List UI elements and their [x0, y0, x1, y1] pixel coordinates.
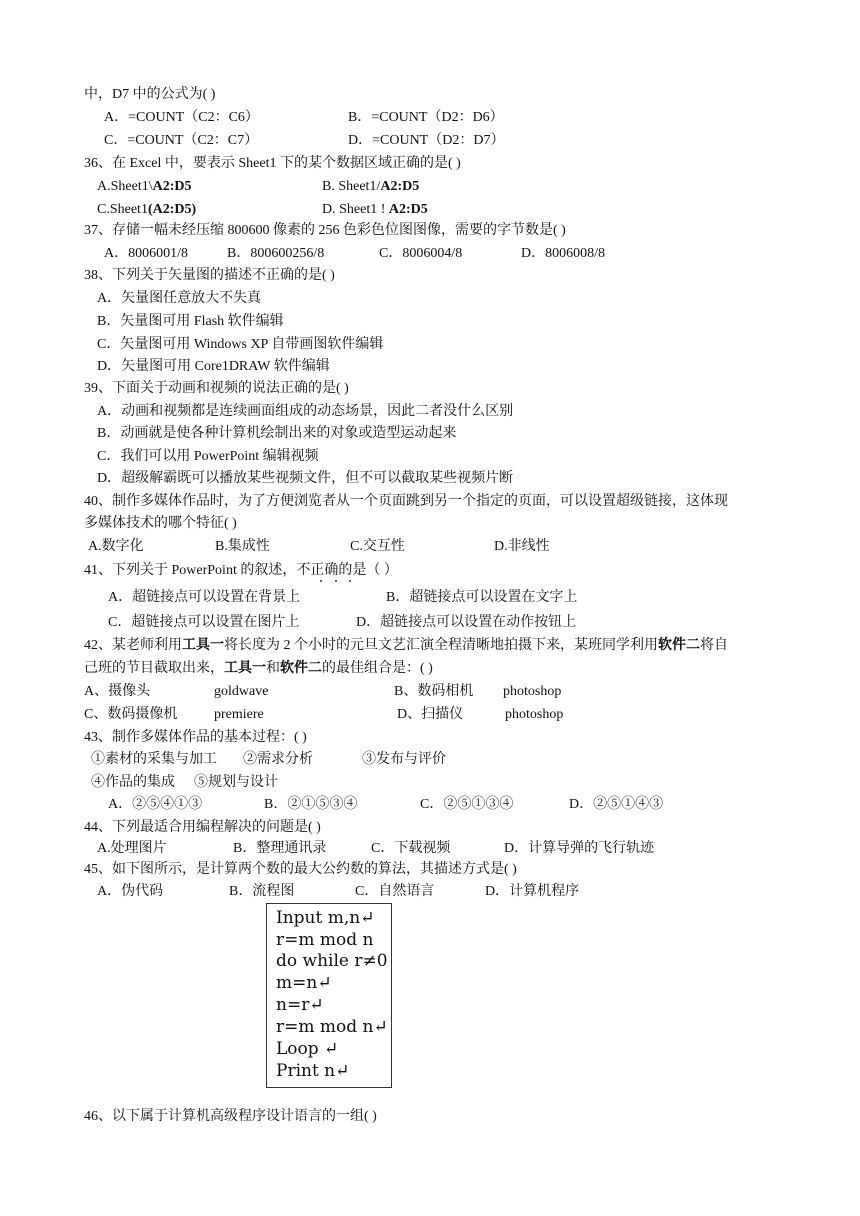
option-c: C．②⑤①③④ — [420, 797, 514, 812]
option-c: C．下载视频 — [371, 841, 451, 856]
option-c: C．我们可以用 PowerPoint 编辑视频 — [97, 449, 319, 464]
question-37-stem: 37、存储一幅未经压缩 800600 像素的 256 色彩色位图图像，需要的字节数是( ) — [84, 223, 566, 238]
option-a: A.处理图片 — [97, 841, 167, 856]
option-c: C.交互性 — [350, 539, 405, 554]
option-d: D．超级解霸既可以播放某些视频文件，但不可以截取某些视频片断 — [97, 471, 514, 486]
option-d: D．超链接点可以设置在动作按钮上 — [356, 615, 577, 630]
question-46-stem: 46、以下属于计算机高级程序设计语言的一组( ) — [84, 1109, 377, 1124]
question-43-stem: 43、制作多媒体作品的基本过程：( ) — [84, 730, 307, 745]
step-3: ③发布与评价 — [362, 752, 446, 767]
option-a: A.Sheet1\A2:D5 — [97, 179, 192, 194]
option-b: B.集成性 — [215, 539, 270, 554]
option-c: C．8006004/8 — [379, 246, 463, 261]
option-d: D．计算导弹的飞行轨迹 — [504, 841, 655, 856]
code-line: r=m mod n — [276, 930, 374, 950]
option-b: B．800600256/8 — [227, 246, 325, 261]
option-a: A.数字化 — [88, 539, 144, 554]
option-a: A．超链接点可以设置在背景上 — [108, 590, 301, 605]
option-d: D．计算机程序 — [485, 884, 580, 899]
code-line: Loop ↵ — [276, 1039, 339, 1059]
emphasis-dot — [320, 580, 322, 582]
option-d: D．8006008/8 — [521, 246, 605, 261]
option-c-label: C、数码摄像机 — [84, 707, 178, 722]
option-c: C．矢量图可用 Windows XP 自带画图软件编辑 — [97, 337, 384, 352]
option-c: C．超链接点可以设置在图片上 — [108, 615, 300, 630]
option-a: A．伪代码 — [97, 884, 164, 899]
option-b: B. Sheet1/A2:D5 — [322, 179, 420, 194]
question-41-stem: 41、下列关于 PowerPoint 的叙述，不正确的是（ ） — [84, 563, 398, 578]
question-45-stem: 45、如下图所示，是计算两个数的最大公约数的算法，其描述方式是( ) — [84, 862, 517, 877]
code-line: r=m mod n↵ — [276, 1017, 388, 1037]
step-1: ①素材的采集与加工 — [91, 752, 217, 767]
question-36-stem: 36、在 Excel 中，要表示 Sheet1 下的某个数据区域正确的是( ) — [84, 156, 461, 171]
code-line: do while r≠0 — [276, 951, 388, 971]
option-b: B．动画就是使各种计算机绘制出来的对象或造型运动起来 — [97, 426, 457, 441]
question-44-stem: 44、下列最适合用编程解决的问题是( ) — [84, 820, 321, 835]
option-d-software: photoshop — [505, 707, 564, 722]
option-a: A．8006001/8 — [104, 246, 188, 261]
code-line: n=r↵ — [276, 995, 324, 1015]
option-c: C．自然语言 — [355, 884, 435, 899]
question-40-stem-line2: 多媒体技术的哪个特征( ) — [84, 516, 237, 531]
pseudocode-figure — [266, 903, 392, 1088]
question-39-stem: 39、下面关于动画和视频的说法正确的是( ) — [84, 381, 349, 396]
step-2: ②需求分析 — [243, 752, 313, 767]
option-d: D.非线性 — [494, 539, 550, 554]
option-b: B．超链接点可以设置在文字上 — [386, 590, 578, 605]
code-line: m=n↵ — [276, 973, 332, 993]
question-35-tail: 中，D7 中的公式为( ) — [84, 87, 216, 102]
option-b: B．整理通讯录 — [233, 841, 327, 856]
option-c-software: premiere — [214, 707, 264, 722]
question-38-stem: 38、下列关于矢量图的描述不正确的是( ) — [84, 268, 335, 283]
option-a-software: goldwave — [214, 684, 269, 699]
option-b-label: B、数码相机 — [394, 684, 474, 699]
option-d-label: D、扫描仪 — [397, 707, 464, 722]
option-d: D．矢量图可用 Core1DRAW 软件编辑 — [97, 359, 330, 374]
option-a: A．=COUNT（C2：C6） — [104, 110, 259, 125]
option-b: B．矢量图可用 Flash 软件编辑 — [97, 314, 284, 329]
option-d: D．②⑤①④③ — [569, 797, 664, 812]
emphasis-dot — [349, 580, 351, 582]
question-42-stem-line2: 己班的节目截取出来，工具一和软件二的最佳组合是：( ) — [84, 661, 433, 676]
step-4: ④作品的集成 — [91, 775, 175, 790]
code-line: Print n↵ — [276, 1061, 350, 1081]
option-b-software: photoshop — [503, 684, 562, 699]
option-a-label: A、摄像头 — [84, 684, 151, 699]
option-c: C．=COUNT（C2：C7） — [104, 133, 259, 148]
option-a: A．②⑤④①③ — [108, 797, 203, 812]
option-d: D. Sheet1 ! A2:D5 — [322, 202, 428, 217]
option-b: B．②①⑤③④ — [264, 797, 358, 812]
option-a: A．矢量图任意放大不失真 — [97, 291, 262, 306]
option-d: D．=COUNT（D2：D7） — [348, 133, 505, 148]
emphasis-dot — [335, 580, 337, 582]
option-a: A．动画和视频都是连续画面组成的动态场景，因此二者没什么区别 — [97, 404, 514, 419]
option-b: B．流程图 — [229, 884, 295, 899]
option-c: C.Sheet1(A2:D5) — [97, 202, 197, 217]
code-line: Input m,n↵ — [276, 908, 375, 928]
step-5: ⑤规划与设计 — [194, 775, 278, 790]
question-40-stem-line1: 40、制作多媒体作品时，为了方便浏览者从一个页面跳到另一个指定的页面，可以设置超级链接，这体现 — [84, 494, 728, 509]
question-42-stem-line1: 42、某老师利用工具一将长度为 2 个小时的元旦文艺汇演全程清晰地拍摄下来，某班同学利用软件二将自 — [84, 638, 728, 653]
option-b: B．=COUNT（D2：D6） — [348, 110, 504, 125]
